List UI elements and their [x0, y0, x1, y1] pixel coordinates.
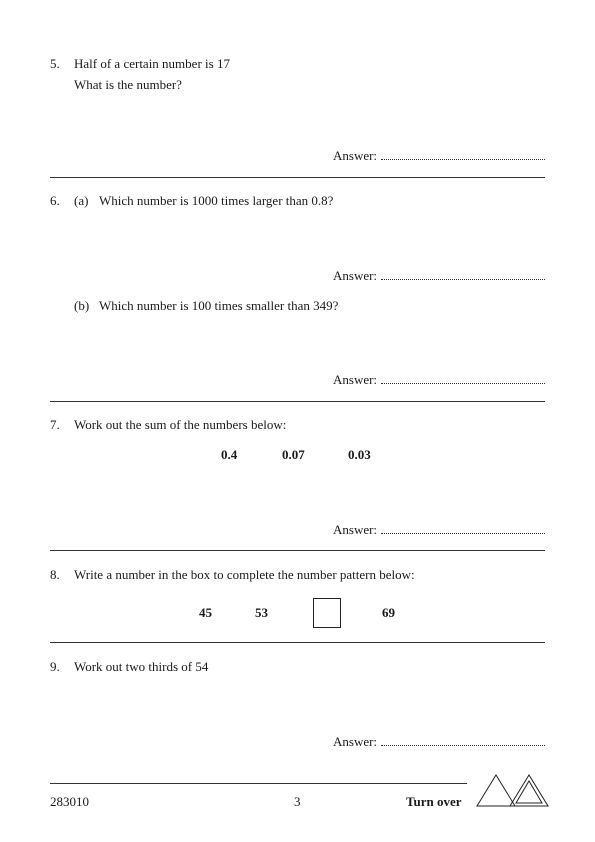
turn-over-label: Turn over	[406, 794, 462, 809]
sum-value-2: 0.07	[282, 447, 305, 462]
question-7-answer-line[interactable]	[333, 522, 545, 538]
answer-dots	[381, 373, 545, 384]
question-5-text: Half of a certain number is 17	[74, 56, 230, 71]
pattern-value-2: 53	[255, 605, 268, 620]
question-7-number: 7.	[50, 417, 60, 432]
question-7-text: Work out the sum of the numbers below:	[74, 417, 287, 432]
page-number: 3	[294, 794, 301, 809]
triangles-icon	[474, 771, 550, 809]
answer-label: Answer:	[333, 522, 378, 537]
paper-code: 283010	[50, 794, 89, 809]
question-5-answer-line[interactable]	[333, 148, 545, 164]
answer-dots	[381, 269, 545, 280]
pattern-value-4: 69	[382, 605, 395, 620]
answer-label: Answer:	[333, 372, 378, 387]
question-6a-label: (a)	[74, 193, 89, 208]
answer-dots	[381, 523, 545, 534]
question-9-number: 9.	[50, 659, 60, 674]
divider	[50, 401, 545, 402]
answer-label: Answer:	[333, 734, 378, 749]
question-6b-text: Which number is 100 times smaller than 349?	[99, 298, 339, 313]
question-5-number: 5.	[50, 56, 60, 71]
answer-label: Answer:	[333, 148, 378, 163]
sum-value-1: 0.4	[221, 447, 238, 462]
question-6a-text: Which number is 1000 times larger than 0.8?	[99, 193, 334, 208]
question-6a-answer-line[interactable]	[333, 268, 545, 284]
answer-dots	[381, 735, 545, 746]
question-6-number: 6.	[50, 193, 60, 208]
question-5-subtext: What is the number?	[74, 77, 182, 92]
question-6b-answer-line[interactable]	[333, 372, 545, 388]
pattern-value-1: 45	[199, 605, 212, 620]
divider	[50, 550, 545, 551]
question-8-text: Write a number in the box to complete the number pattern below:	[74, 567, 415, 582]
sum-value-3: 0.03	[348, 447, 371, 462]
answer-dots	[381, 149, 545, 160]
footer-divider	[50, 783, 467, 784]
question-8-number: 8.	[50, 567, 60, 582]
question-9-answer-line[interactable]	[333, 734, 545, 750]
divider	[50, 642, 545, 643]
question-9-text: Work out two thirds of 54	[74, 659, 209, 674]
question-6b-label: (b)	[74, 298, 90, 313]
divider	[50, 177, 545, 178]
pattern-answer-box[interactable]	[313, 598, 341, 628]
answer-label: Answer:	[333, 268, 378, 283]
